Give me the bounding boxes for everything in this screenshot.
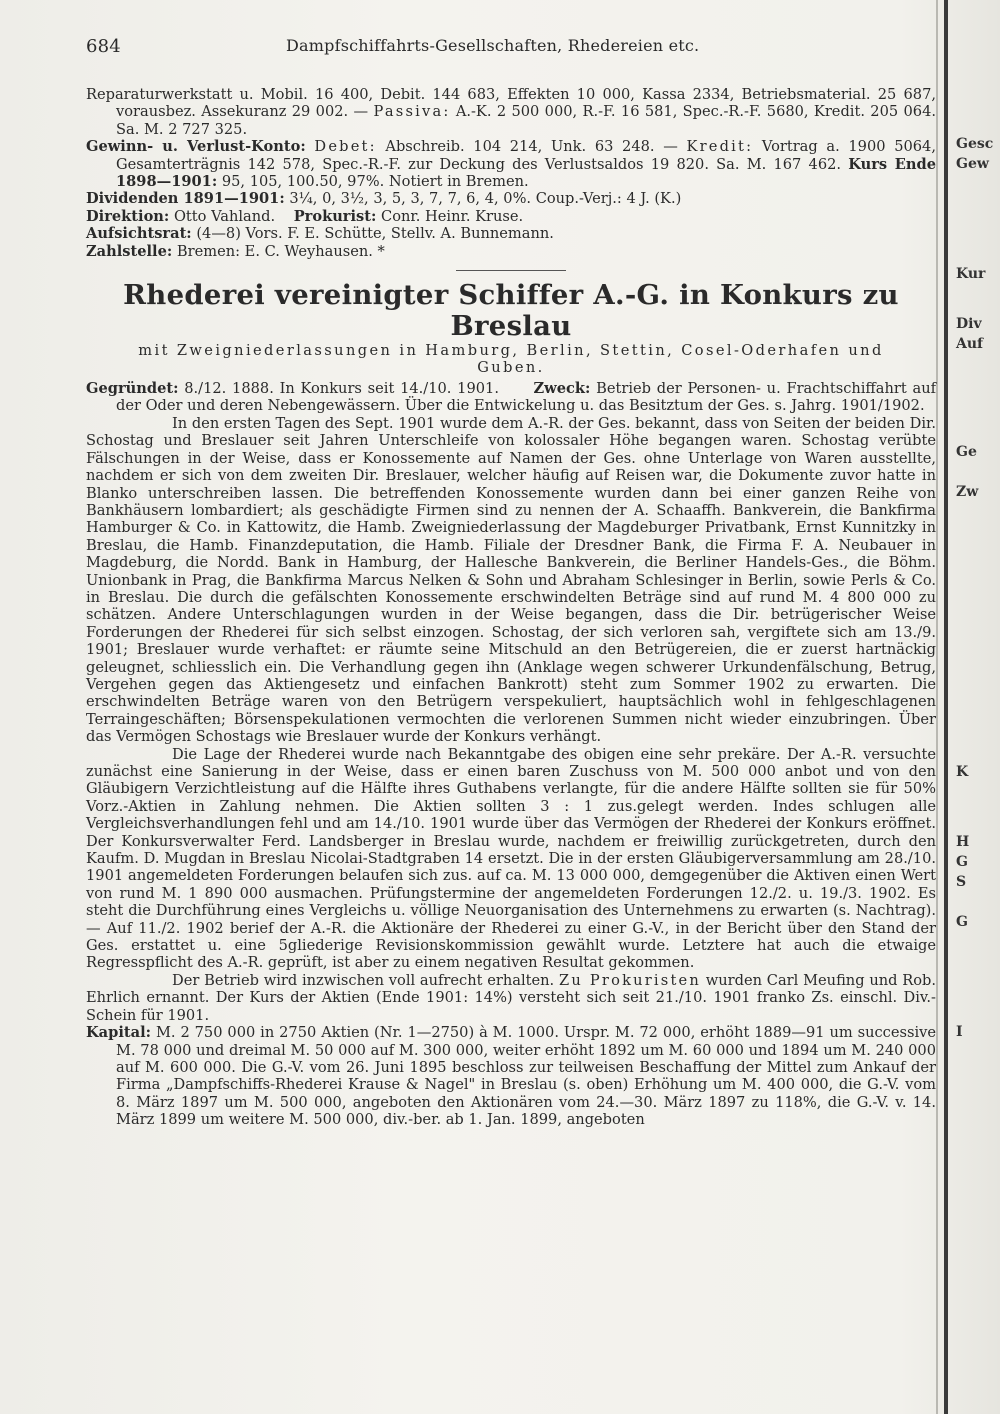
prokuristen-label: Zu Prokuristen: [558, 971, 701, 989]
prev-bilanz: [86, 86, 936, 138]
gegruendet-text: 8./12. 1888. In Konkurs seit 14./10. 1901.: [184, 380, 499, 398]
prokurist-label: Prokurist:: [293, 207, 377, 225]
adjacent-fragment: Gesc: [956, 136, 994, 152]
prev-dividenden: [86, 190, 936, 207]
direktion-text: Otto Vahland.: [173, 207, 276, 225]
kredit-text: Vortrag a. 1900 5064, Gesamterträgnis 142 578, Spec.-R.-F. zur Deckung des Verlustsaldos 19 820. Sa. M. 167 462.: [116, 138, 936, 173]
aufsichtsrat-text: (4—8) Vors. F. E. Schütte, Stellv. A. Bunnemann.: [196, 225, 554, 243]
prev-gv-konto: [86, 138, 936, 190]
adjacent-fragment: Div: [956, 316, 982, 332]
page-number: 684: [86, 36, 121, 57]
prev-direktion: [86, 208, 936, 225]
debet-text: Abschreib. 104 214, Unk. 63 248. —: [385, 138, 678, 156]
entry-title: Rhederei vereinigter Schiffer A.-G. in Konkurs zu Breslau: [123, 279, 899, 343]
kurs-text: 95, 105, 100.50, 97%. Notiert in Bremen.: [221, 173, 529, 191]
entry-subtitle: mit Zweigniederlassungen in Hamburg, Berlin, Stettin, Cosel-Oderhafen und Guben.: [138, 342, 884, 377]
page-header: [86, 36, 936, 60]
zweck-text: Betrieb der Personen- u. Frachtschiffahrt auf der Oder und deren Nebengewässern. Über die Entwickelung u. das Besitztum der Ges. s. Jahrg. 1901/1902.: [116, 380, 936, 415]
zahlstelle-text: Bremen: E. C. Weyhausen. *: [176, 242, 385, 260]
zweck-label: Zweck:: [533, 380, 591, 398]
adjacent-fragment: G: [956, 914, 968, 930]
section-divider: [456, 270, 566, 271]
aufsichtsrat-label: Aufsichtsrat:: [86, 225, 192, 243]
bilanz-continuation: Reparaturwerkstatt u. Mobil. 16 400, Debit. 144 683, Effekten 10 000, Kassa 2334, Betriebsmaterial. 25 687, vorausbez. Assekuranz 29 002. —: [86, 86, 936, 121]
kurs-label: Kurs Ende 1898—1901:: [116, 155, 936, 191]
dividenden-text: 3¼, 0, 3½, 3, 5, 3, 7, 7, 6, 4, 0%. Coup.-Verj.: 4 J. (K.): [289, 190, 682, 208]
adjacent-fragment: Ge: [956, 444, 977, 460]
adjacent-fragment: Auf: [956, 336, 984, 352]
passiva-text: A.-K. 2 500 000, R.-F. 16 581, Spec.-R.-F. 5680, Kredit. 205 064. Sa. M. 2 727 325.: [116, 103, 937, 138]
adjacent-fragment: G: [956, 854, 968, 870]
adjacent-fragment: Gew: [956, 156, 989, 172]
adjacent-fragment: Kur: [956, 266, 986, 282]
adjacent-fragment: H: [956, 834, 970, 850]
passiva-label: Passiva:: [373, 103, 451, 121]
paragraph-konkurs: Die Lage der Rhederei wurde nach Bekanntgabe des obigen eine sehr prekäre. Der A.-R. versuchte zunächst eine Sanierung in der Weise, dass er einen baren Zuschuss von M. 500 000 anbot und von den Gläubigern Verzichtleistung auf die Hälfte ihres Guthabens verlangte, für die andere Hälfte sollten sie für 50% Vorz.-Aktien in Zahlung nehmen. Die Aktien sollten 3 : 1 zus.gelegt werden. Indes schlugen alle Vergleichsverhandlungen fehl und am 14./10. 1901 wurde über das Vermögen der Rhederei der Konkurs eröffnet. Der Konkursverwalter Ferd. Landsberger in Breslau wurde, nachdem er freiwillig zurückgetreten, durch den Kaufm. D. Mugdan in Breslau Nicolai-Stadtgraben 14 ersetzt. Die in der ersten Gläubigerversammlung am 28./10. 1901 angemeldeten Forderungen belaufen sich zus. auf ca. M. 13 000 000, demgegenüber die Aktiven einen Wert von rund M. 1 890 000 ausmachen. Prüfungstermine der angemeldeten Forderungen 12./2. u. 19./3. 1902. Es steht die Durchführung eines Vergleichs u. völlige Neuorganisation des Unternehmens zu erwarten (s. Nachtrag). — Auf 11./2. 1902 berief der A.-R. die Aktionäre der Rhederei zu einer G.-V., in der Bericht über den Stand der Ges. erstattet u. eine 5gliederige Revisionskommission gewählt wurde. Letztere hat auch die etwaige Regresspflicht des A.-R. geprüft, ist aber zu einem negativen Resultat gekommen.: [86, 745, 936, 972]
book-gutter: [944, 0, 948, 1414]
prev-zahlstelle: [86, 243, 936, 260]
adjacent-fragment: I: [956, 1024, 963, 1040]
kapital-label: Kapital:: [86, 1024, 152, 1042]
zahlstelle-label: Zahlstelle:: [86, 242, 173, 260]
betrieb-text-2: wurden Carl Meufing und Rob. Ehrlich ernannt. Der Kurs der Aktien (Ende 1901: 14%) versteht sich seit 21./10. 1901 franko Zs. einschl. Div.-Schein für 1901.: [86, 971, 937, 1024]
betrieb-text: Der Betrieb wird inzwischen voll aufrecht erhalten.: [172, 971, 555, 989]
dividenden-label: Dividenden 1891—1901:: [86, 190, 285, 208]
paragraph-betrieb: [86, 972, 936, 1024]
adjacent-fragment: S: [956, 874, 967, 890]
adjacent-fragment: Zw: [956, 484, 979, 500]
prev-aufsichtsrat: [86, 225, 936, 242]
gegruendet-line: [86, 380, 936, 415]
gv-label: Gewinn- u. Verlust-Konto:: [86, 138, 306, 156]
prokurist-text: Conr. Heinr. Kruse.: [381, 207, 524, 225]
gutter-shadow: [936, 0, 938, 1414]
kredit-label: Kredit:: [686, 138, 754, 156]
adjacent-page-edge: [952, 0, 1000, 1414]
direktion-label: Direktion:: [86, 207, 170, 225]
running-title: Dampfschiffahrts-Gesellschaften, Rhedereien etc.: [286, 36, 700, 55]
paragraph-fraud: In den ersten Tagen des Sept. 1901 wurde dem A.-R. der Ges. bekannt, dass von Seiten der beiden Dir. Schostag und Breslauer seit Jahren Unterschleife von kolossaler Höhe begangen waren. Schostag verübte Fälschungen in der Weise, dass er Konossemente auf Namen der Ges. ohne Unterlage von Waren ausstellte, nachdem er sich von dem zweiten Dir. Breslauer, welcher häufig auf Reisen war, die Dokumente zuvor hatte in Blanko unterschreiben lassen. Die betreffenden Konossemente wurden dann bei einer ganzen Reihe von Bankhäusern lombardiert; als geschädigte Firmen sind zu nennen der A. Schaaffh. Bankverein, die Bankfirma Hamburger & Co. in Kattowitz, die Hamb. Zweigniederlassung der Magdeburger Privatbank, Ernst Kunnitzky in Breslau, die Hamb. Finanzdeputation, die Hamb. Filiale der Dresdner Bank, die Firma F. A. Neubauer in Magdeburg, die Nordd. Bank in Hamburg, der Hallesche Bankverein, die Berliner Handels-Ges., die Böhm. Unionbank in Prag, die Bankfirma Marcus Nelken & Sohn und Abraham Schlesinger in Berlin, sowie Perls & Co. in Breslau. Die durch die gefälschten Konossemente erschwindelten Beträge sind auf rund M. 4 800 000 zu schätzen. Andere Unterschlagungen wurden in der Weise begangen, dass die Dir. betrügerischer Weise Forderungen der Rhederei für sich selbst einzogen. Schostag, der sich verloren sah, vergiftete sich am 13./9. 1901; Breslauer wurde verhaftet: er räumte seine Mitschuld an den Betrügereien, die er zuerst hartnäckig geleugnet, schliesslich ein. Die Verhandlung gegen ihn (Anklage wegen schwerer Urkundenfälschung, Betrug, Vergehen gegen das Aktiengesetz und einfachen Bankrott) steht zum Sommer 1902 zu erwarten. Die erschwindelten Beträge waren von den Betrügern verspekuliert, hauptsächlich wohl in fehlgeschlagenen Terraingeschäften; Börsenspekulationen vermochten die verlorenen Summen nicht wieder einzubringen. Über das Vermögen Schostags wie Breslauer wurde der Konkurs verhängt.: [86, 414, 936, 746]
text-column: [86, 86, 936, 1129]
gegruendet-label: Gegründet:: [86, 380, 179, 398]
adjacent-fragment: K: [956, 764, 969, 780]
debet-label: Debet:: [314, 138, 377, 156]
kapital-line: [86, 1024, 936, 1128]
kapital-text: M. 2 750 000 in 2750 Aktien (Nr. 1—2750) à M. 1000. Urspr. M. 72 000, erhöht 1889—91 um successive M. 78 000 und dreimal M. 50 000 auf M. 300 000, weiter erhöht 1892 um M. 60 000 und 1894 um M. 240 000 auf M. 600 000. Die G.-V. vom 26. Juni 1895 beschloss zur teilweisen Beschaffung der Mittel zum Ankauf der Firma „Dampfschiffs-Rhederei Krause & Nagel" in Breslau (s. oben) Erhöhung um M. 400 000, die G.-V. vom 8. März 1897 um M. 500 000, angeboten den Aktionären vom 24.—30. März 1897 zu 118%, die G.-V. v. 14. März 1899 um weitere M. 500 000, div.-ber. ab 1. Jan. 1899, angeboten: [116, 1024, 937, 1129]
